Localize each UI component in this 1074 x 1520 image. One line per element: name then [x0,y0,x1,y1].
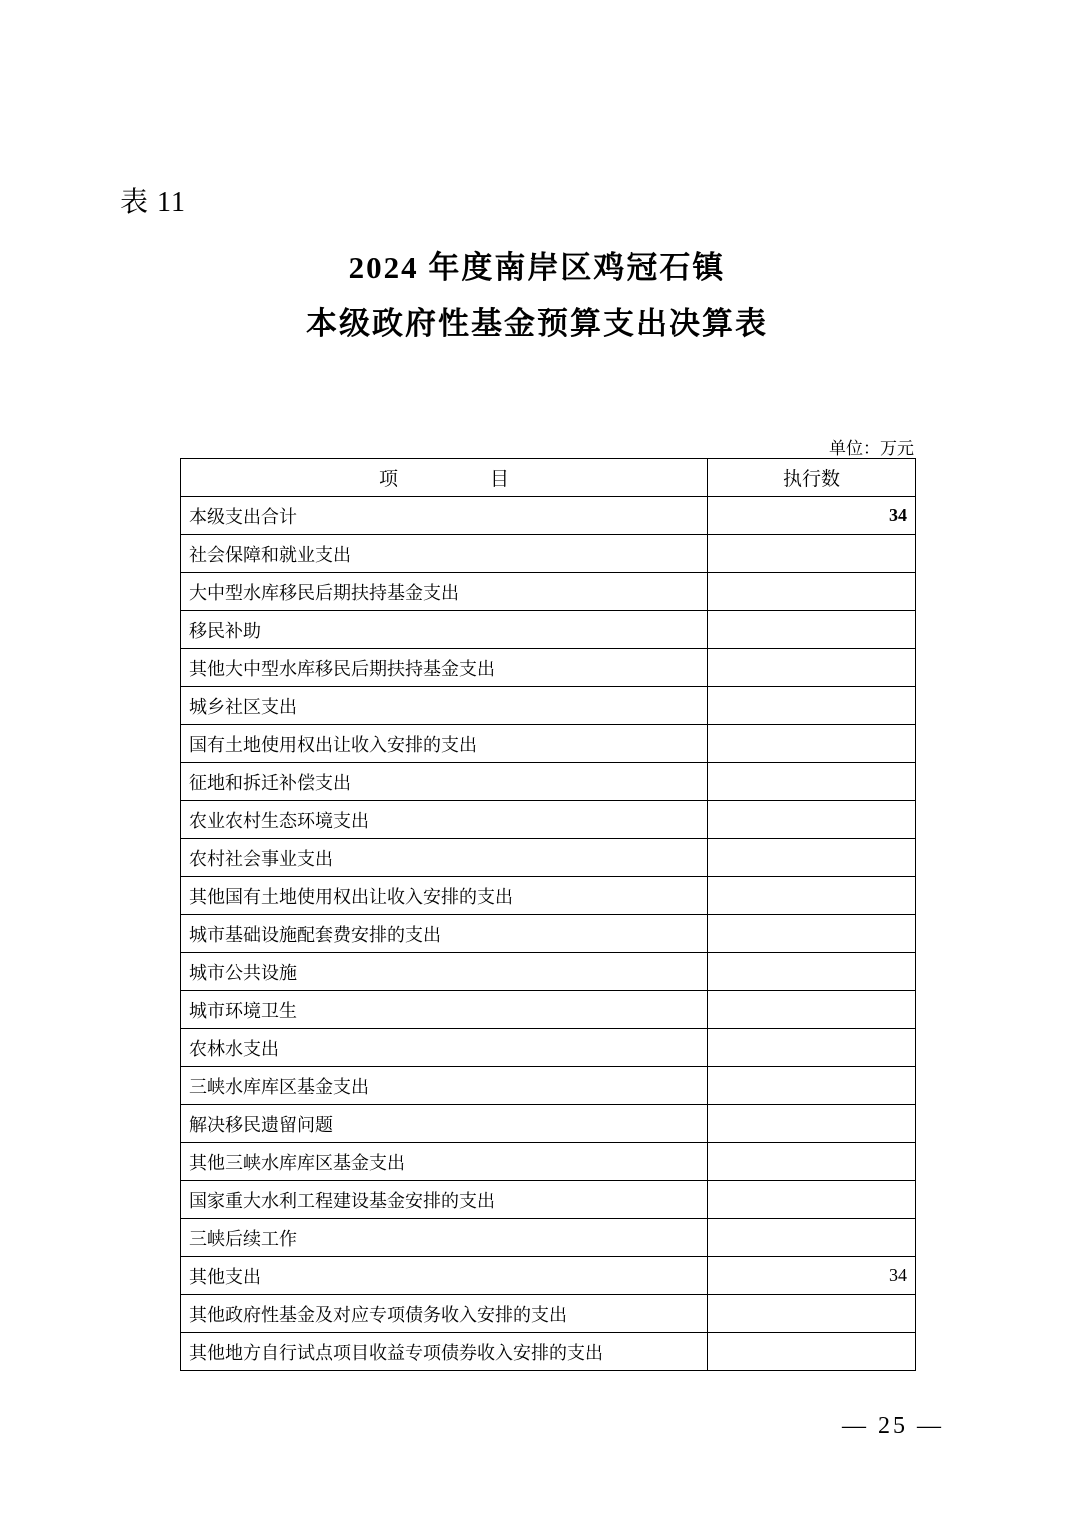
table-row [181,953,916,991]
column-header-value: 执行数 [708,459,916,497]
row-value [708,611,916,649]
budget-expenditure-table [180,458,916,1371]
row-label: 城乡社区支出 [181,687,708,725]
row-label: 移民补助 [181,611,708,649]
table-row [181,573,916,611]
row-value [708,839,916,877]
row-label: 大中型水库移民后期扶持基金支出 [181,573,708,611]
row-value [708,1219,916,1257]
row-value [708,763,916,801]
row-value [708,649,916,687]
page-title [0,240,1074,352]
column-header-item-label: 项 目 [378,469,527,490]
table-row [181,1181,916,1219]
table-row [181,991,916,1029]
row-value: 34 [708,497,916,535]
table-row [181,1029,916,1067]
title-line-1: 2024 年度南岸区鸡冠石镇 [348,250,726,285]
table-row [181,763,916,801]
row-label: 城市环境卫生 [181,991,708,1029]
row-value: 34 [708,1257,916,1295]
table-row [181,1295,916,1333]
row-label: 国家重大水利工程建设基金安排的支出 [181,1181,708,1219]
row-value [708,915,916,953]
row-label: 三峡后续工作 [181,1219,708,1257]
table-row [181,877,916,915]
row-label: 三峡水库库区基金支出 [181,1067,708,1105]
table-header-row [181,459,916,497]
row-label: 农业农村生态环境支出 [181,801,708,839]
row-value [708,1333,916,1371]
row-label: 其他地方自行试点项目收益专项债券收入安排的支出 [181,1333,708,1371]
table-row [181,839,916,877]
row-label: 国有土地使用权出让收入安排的支出 [181,725,708,763]
row-value [708,573,916,611]
row-label: 社会保障和就业支出 [181,535,708,573]
table-row [181,497,916,535]
row-label: 其他政府性基金及对应专项债务收入安排的支出 [181,1295,708,1333]
table-row [181,1143,916,1181]
table-row [181,611,916,649]
title-line-2: 本级政府性基金预算支出决算表 [306,306,768,341]
table-body [181,497,916,1371]
row-value [708,725,916,763]
row-label: 其他三峡水库库区基金支出 [181,1143,708,1181]
table-row [181,649,916,687]
table-row [181,1067,916,1105]
row-label: 其他国有土地使用权出让收入安排的支出 [181,877,708,915]
row-value [708,1143,916,1181]
row-value [708,991,916,1029]
row-label: 城市公共设施 [181,953,708,991]
page-number: — 25 — [842,1413,944,1439]
table-row [181,1105,916,1143]
row-value [708,1295,916,1333]
row-label: 本级支出合计 [181,497,708,535]
table-row [181,1219,916,1257]
row-label: 解决移民遗留问题 [181,1105,708,1143]
table-row [181,687,916,725]
row-value [708,535,916,573]
table-row [181,1257,916,1295]
row-value [708,687,916,725]
row-label: 其他支出 [181,1257,708,1295]
column-header-item [181,459,708,497]
row-label: 农林水支出 [181,1029,708,1067]
row-label: 征地和拆迁补偿支出 [181,763,708,801]
row-value [708,801,916,839]
table-row [181,915,916,953]
row-label: 农村社会事业支出 [181,839,708,877]
unit-note: 单位：万元 [829,439,914,458]
row-label: 其他大中型水库移民后期扶持基金支出 [181,649,708,687]
table-label: 表 11 [120,187,186,218]
row-value [708,953,916,991]
row-value [708,1029,916,1067]
row-value [708,877,916,915]
table-row [181,801,916,839]
table-row [181,725,916,763]
table-row [181,1333,916,1371]
row-label: 城市基础设施配套费安排的支出 [181,915,708,953]
row-value [708,1181,916,1219]
row-value [708,1067,916,1105]
table-row [181,535,916,573]
row-value [708,1105,916,1143]
